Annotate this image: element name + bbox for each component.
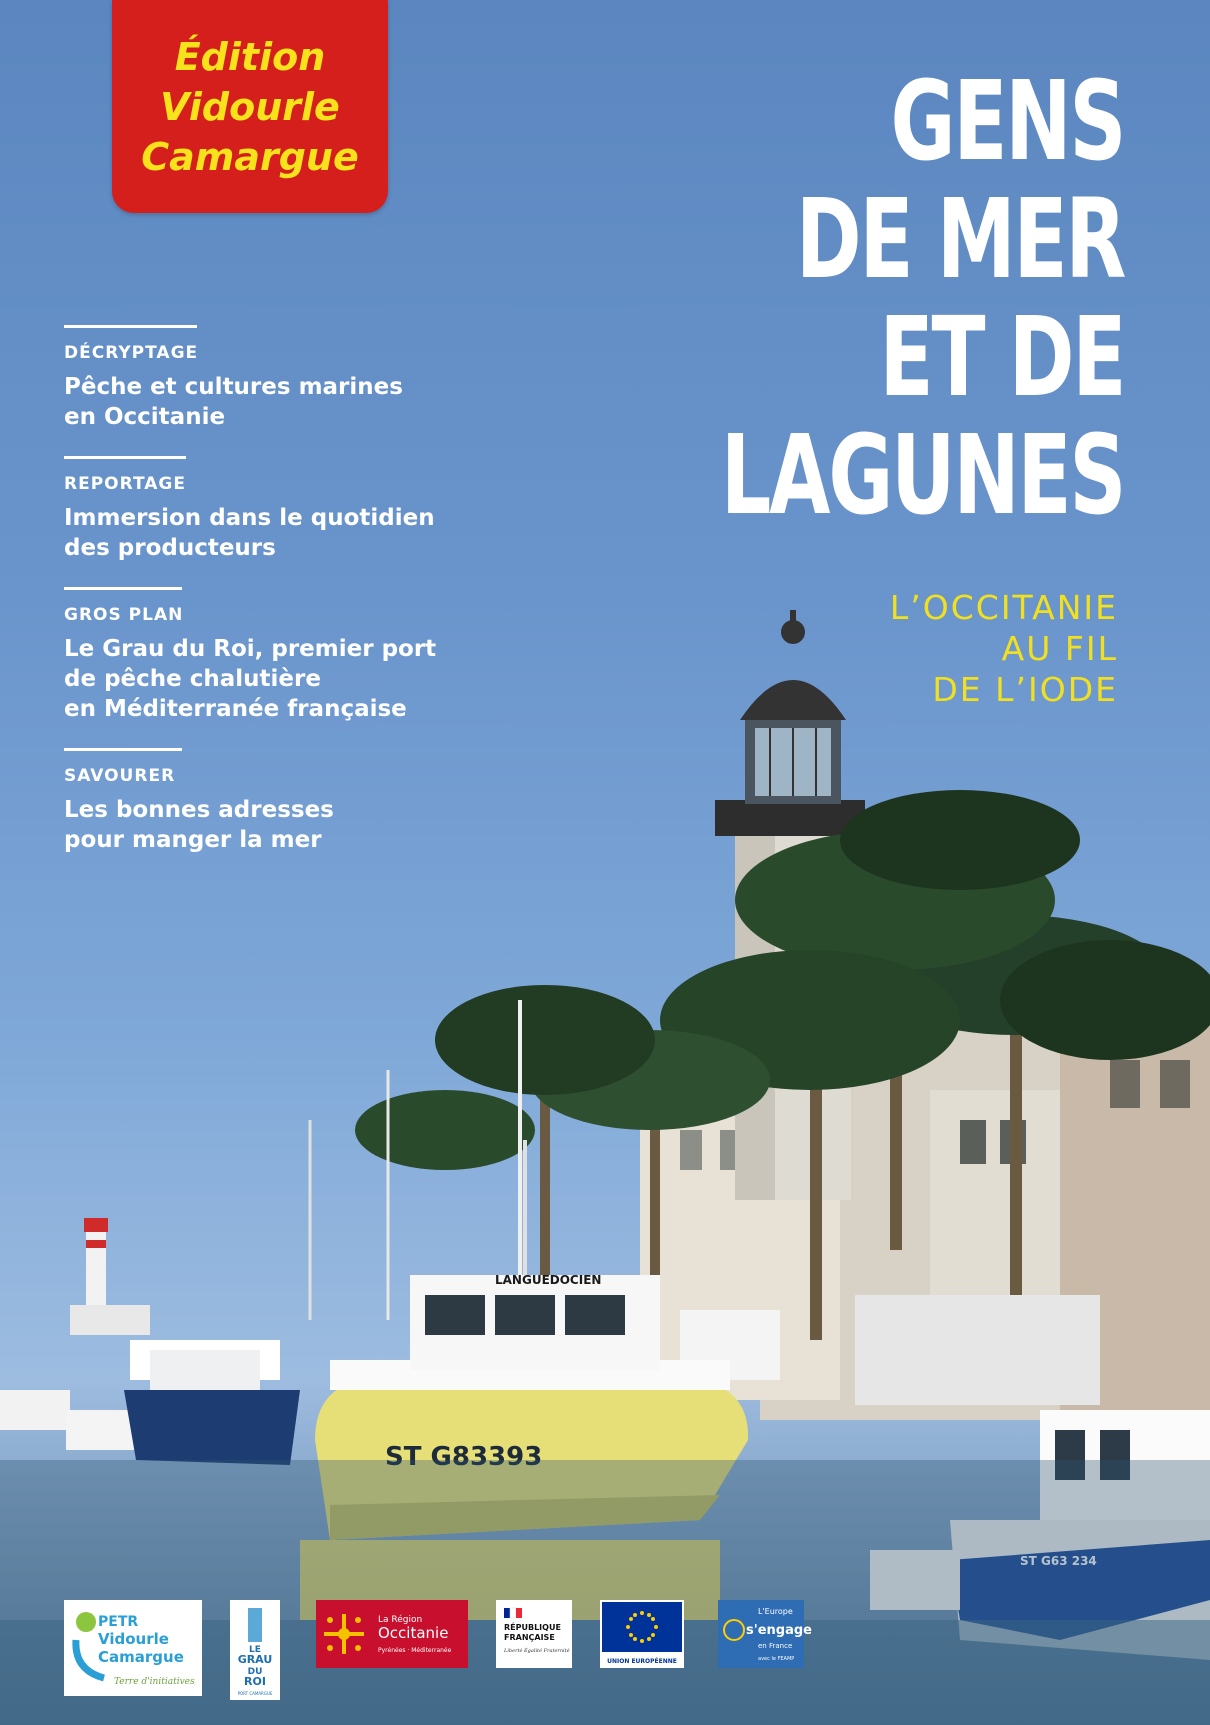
title-line: DE MER <box>795 175 1124 303</box>
title-line: GENS <box>890 57 1124 185</box>
edition-line: Vidourle <box>160 85 340 129</box>
grau-du-roi-logo <box>230 1600 280 1700</box>
cover-title <box>720 57 1124 539</box>
grau-tagline: PORT CAMARGUE <box>237 1691 273 1696</box>
toc-title-line: en Méditerranée française <box>64 696 407 722</box>
toc-title-line: Immersion dans le quotidien <box>64 505 435 531</box>
europe-label: s'engage <box>746 1623 812 1638</box>
ue-label: UNION EUROPÉENNE <box>607 1658 677 1665</box>
region-label: Pyrénées · Méditerranée <box>378 1647 452 1654</box>
toc-item <box>64 748 484 855</box>
toc-item <box>64 587 484 724</box>
grau-label: GRAU <box>237 1653 273 1666</box>
union-europeenne-logo <box>600 1600 684 1668</box>
republique-motto: Liberté Égalité Fraternité <box>504 1648 570 1654</box>
toc-item <box>64 325 484 432</box>
petr-label: Vidourle <box>98 1630 169 1648</box>
partner-logos <box>64 1600 1144 1710</box>
toc-category: DÉCRYPTAGE <box>64 343 199 363</box>
republique-francaise-logo <box>496 1600 572 1668</box>
toc-divider <box>64 456 186 459</box>
europe-label: avec le FEAMP <box>758 1656 795 1662</box>
toc-divider <box>64 325 197 328</box>
edition-line: Édition <box>174 35 326 79</box>
europe-label: L'Europe <box>758 1607 793 1616</box>
grau-label: DU <box>247 1667 263 1677</box>
region-occitanie-logo <box>316 1600 468 1668</box>
edition-badge <box>112 0 388 213</box>
subtitle-line: DE L’IODE <box>932 670 1118 709</box>
republique-label: RÉPUBLIQUE <box>504 1623 561 1632</box>
republique-label: FRANÇAISE <box>504 1633 555 1642</box>
toc-title-line: en Occitanie <box>64 404 226 430</box>
region-label: Occitanie <box>378 1624 449 1642</box>
subtitle-line: AU FIL <box>1001 629 1118 668</box>
region-label: La Région <box>378 1615 423 1625</box>
petr-label: PETR <box>98 1614 139 1630</box>
petr-tagline: Terre d'initiatives <box>114 1677 195 1687</box>
grau-label: LE <box>249 1645 261 1655</box>
boat-registration-small: ST G63 234 <box>1020 1554 1097 1568</box>
grau-label: ROI <box>244 1675 266 1688</box>
toc-category: SAVOURER <box>64 766 176 786</box>
small-lighthouse <box>70 1218 150 1335</box>
toc-category: REPORTAGE <box>64 474 186 494</box>
toc-divider <box>64 748 182 751</box>
small-boats <box>0 1340 300 1465</box>
toc-title-line: des producteurs <box>64 535 276 561</box>
title-line: LAGUNES <box>720 411 1124 539</box>
toc-category: GROS PLAN <box>64 605 184 625</box>
petr-label: Camargue <box>98 1648 184 1666</box>
subtitle-line: L’OCCITANIE <box>889 588 1118 627</box>
toc-divider <box>64 587 182 590</box>
table-of-contents <box>64 325 484 879</box>
toc-title-line: pour manger la mer <box>64 827 322 853</box>
toc-item <box>64 456 484 563</box>
europe-sengage-logo <box>718 1600 812 1668</box>
europe-label: en France <box>758 1642 793 1650</box>
boat-name: LANGUEDOCIEN <box>495 1273 602 1287</box>
edition-line: Camargue <box>141 135 359 179</box>
petr-logo <box>64 1600 202 1696</box>
toc-title-line: Le Grau du Roi, premier port <box>64 636 437 662</box>
boat-registration: ST G83393 <box>385 1442 543 1472</box>
title-line: ET DE <box>879 293 1124 421</box>
toc-title-line: de pêche chalutière <box>64 666 321 692</box>
toc-title-line: Pêche et cultures marines <box>64 374 403 400</box>
cover-subtitle <box>890 587 1118 710</box>
toc-title-line: Les bonnes adresses <box>64 797 334 823</box>
